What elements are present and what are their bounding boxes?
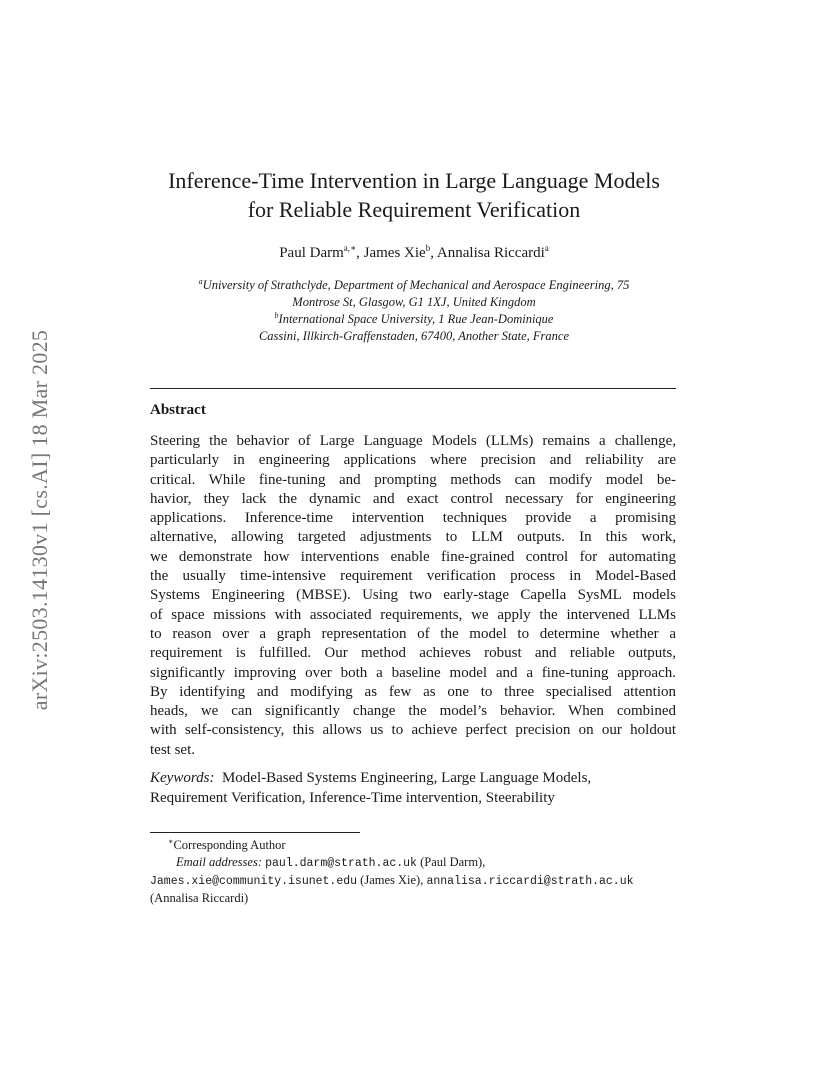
- author-separator: ,: [356, 245, 364, 261]
- abstract-line: Steering the behavior of Large Language Models (LLMs) remains a challenge,: [150, 433, 676, 449]
- footnote-divider: [150, 832, 360, 833]
- email-link[interactable]: James.xie@community.isunet.edu: [150, 875, 358, 888]
- affiliation-b-line-2: Cassini, Illkirch-Graffenstaden, 67400, Another State, France: [258, 329, 570, 343]
- author-affiliation-mark: a: [544, 243, 549, 253]
- email-owner: (James Xie),: [357, 873, 427, 887]
- abstract-line: requirement is fulfilled. Our method achieves robust and reliable outputs,: [150, 645, 676, 662]
- affiliation-mark: a: [198, 276, 203, 286]
- abstract-line: test set.: [150, 741, 195, 758]
- abstract-line: Systems Engineering (MBSE). Using two early-stage Capella SysML models: [150, 587, 676, 604]
- affiliation-a-line-2: Montrose St, Glasgow, G1 1XJ, United Kingdom: [292, 295, 536, 309]
- footnotes: [150, 837, 676, 907]
- affiliation-text: International Space University, 1 Rue Jean-Dominique: [278, 312, 554, 326]
- abstract-line: havior, they lack the dynamic and exact control necessary for engineering: [150, 490, 676, 507]
- author-list: [0, 245, 828, 262]
- corresponding-author-note: [150, 837, 676, 854]
- keywords-line-1: [150, 768, 676, 788]
- abstract-line: the usually time-intensive requirement verification process in Model-Based: [150, 568, 676, 585]
- affiliation-text: University of Strathclyde, Department of Mechanical and Aerospace Engineering, 75: [202, 278, 630, 292]
- keywords-text: Model-Based Systems Engineering, Large Language Models,: [221, 770, 592, 786]
- affiliations: [0, 277, 828, 345]
- keywords: [150, 768, 676, 808]
- abstract-line: particularly in engineering applications where precision and reliability are: [150, 452, 676, 469]
- footnote-mark: ∗: [168, 836, 174, 846]
- abstract-line: By identifying and modifying as few as one to three specialised attention: [150, 683, 676, 700]
- paper-title: [0, 166, 828, 224]
- author-separator: ,: [430, 245, 437, 261]
- abstract-line: with self-consistency, this allows us to achieve perfect precision on our holdout: [150, 722, 676, 739]
- abstract-line: critical. While fine-tuning and prompting methods can modify model be-: [150, 471, 676, 488]
- author-name: James Xie: [363, 245, 426, 261]
- author-affiliation-mark: a,∗: [343, 243, 357, 253]
- abstract-body: [150, 432, 676, 760]
- abstract-heading: Abstract: [150, 402, 206, 418]
- email-label: Email addresses:: [176, 855, 262, 869]
- email-line-3: (Annalisa Riccardi): [150, 891, 249, 905]
- corresponding-author-text: Corresponding Author: [173, 838, 286, 852]
- abstract-line: of space missions with associated requirements, we apply the intervened LLMs: [150, 606, 676, 623]
- keywords-label: Keywords:: [150, 770, 215, 786]
- abstract-line: heads, we can significantly change the model’s behavior. When combined: [150, 703, 676, 720]
- abstract-line: to reason over a graph representation of the model to determine whether a: [150, 625, 676, 642]
- arxiv-side-stamp: arXiv:2503.14130v1 [cs.AI] 18 Mar 2025: [27, 329, 52, 711]
- email-owner: (Paul Darm),: [416, 855, 486, 869]
- affiliation-a-line-1: [0, 277, 828, 294]
- email-line-1: [150, 854, 676, 872]
- author-affiliation-mark: b: [425, 243, 431, 253]
- title-line-1: Inference-Time Intervention in Large Language Models: [168, 168, 660, 193]
- abstract-line: applications. Inference-time intervention techniques provide a promising: [150, 510, 676, 527]
- email-line-2: [150, 872, 676, 890]
- affiliation-mark: b: [274, 310, 279, 320]
- abstract-line: significantly improving over both a baseline model and a fine-tuning approach.: [150, 664, 676, 681]
- header-divider: [150, 388, 676, 389]
- abstract-line: we demonstrate how interventions enable fine-grained control for automating: [150, 548, 676, 565]
- title-line-2: for Reliable Requirement Verification: [247, 197, 581, 222]
- email-link[interactable]: paul.darm@strath.ac.uk: [265, 857, 417, 870]
- author-name: Annalisa Riccardi: [436, 245, 545, 261]
- abstract-line: alternative, allowing targeted adjustments to LLM outputs. In this work,: [150, 529, 676, 546]
- affiliation-b-line-1: [0, 311, 828, 328]
- keywords-line-2: Requirement Verification, Inference-Time intervention, Steerability: [150, 790, 555, 806]
- author-name: Paul Darm: [279, 245, 344, 261]
- email-link[interactable]: annalisa.riccardi@strath.ac.uk: [426, 875, 634, 888]
